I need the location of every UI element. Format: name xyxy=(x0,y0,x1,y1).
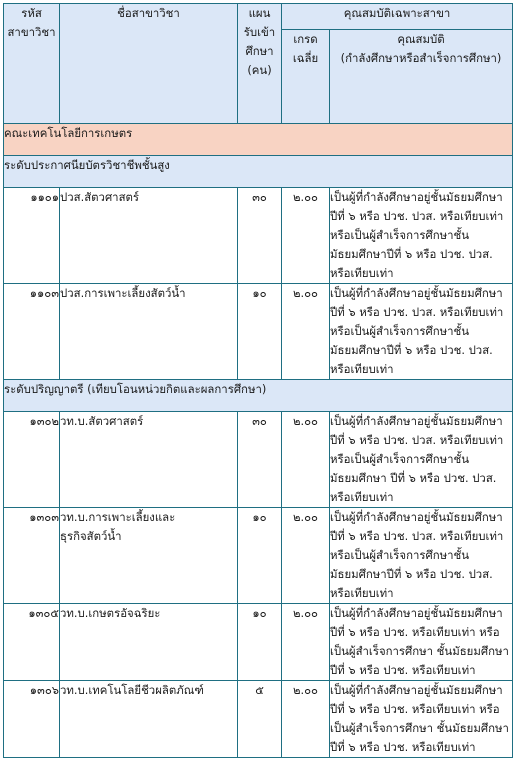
header-qualification xyxy=(330,30,513,124)
text-line: ปีที่ ๖ หรือ ปวช. หรือเทียบเท่า xyxy=(330,740,476,754)
text-line: เฉลี่ย xyxy=(292,51,319,65)
program-name xyxy=(60,188,238,284)
text-line: ปีที่ ๖ หรือ ปวช. หรือเทียบเท่า หรือ xyxy=(330,702,500,716)
text-line: ธุรกิจสัตว์น้ำ xyxy=(60,529,122,543)
text-line: ปีที่ ๖ หรือ ปวช. หรือเทียบเท่า หรือ xyxy=(330,625,500,639)
text-line: ปีที่ ๖ หรือ ปวช. หรือเทียบเท่า xyxy=(330,663,476,677)
program-name xyxy=(60,604,238,681)
text-line: หรือเป็นผู้สำเร็จการศึกษาชั้น xyxy=(330,452,470,466)
text-line: เกรด xyxy=(293,32,318,46)
text-line: ปีที่ ๖ หรือ ปวช. ปวส. หรือเทียบเท่า xyxy=(330,305,504,319)
text-line: มัธยมศึกษาปีที่ ๖ หรือ ปวช. ปวส. xyxy=(330,567,493,581)
gpa-requirement: ๒.๐๐ xyxy=(282,188,330,284)
text-line: มัธยมศึกษาปีที่ ๖ หรือ ปวช. ปวส. xyxy=(330,247,493,261)
admission-plan: ๓๐ xyxy=(238,188,282,284)
qualification-text xyxy=(330,681,513,758)
text-line: เป็นผู้ที่กำลังศึกษาอยู่ชั้นมัธยมศึกษา xyxy=(330,414,503,428)
gpa-requirement: ๒.๐๐ xyxy=(282,681,330,758)
qualification-text xyxy=(330,412,513,508)
text-line: ชื่อสาขาวิชา xyxy=(117,6,180,20)
qualification-text xyxy=(330,604,513,681)
text-line: (คน) xyxy=(247,63,272,77)
text-line: ปีที่ ๖ หรือ ปวช. ปวส. หรือเทียบเท่า xyxy=(330,433,504,447)
text-line: (กำลังศึกษาหรือสำเร็จการศึกษา) xyxy=(340,51,502,65)
text-line: เป็นผู้ที่กำลังศึกษาอยู่ชั้นมัธยมศึกษา xyxy=(330,510,503,524)
level-heading-bachelor: ระดับปริญญาตรี (เทียบโอนหน่วยกิตและผลการศึกษา) xyxy=(4,380,513,412)
program-code: ๑๑๐๑ xyxy=(4,188,60,284)
text-line: เป็นผู้ที่กำลังศึกษาอยู่ชั้นมัธยมศึกษา xyxy=(330,190,503,204)
header-program-name xyxy=(60,4,238,124)
table-row xyxy=(4,412,513,508)
text-line: ปวส.การเพาะเลี้ยงสัตว์น้ำ xyxy=(60,286,186,300)
gpa-requirement: ๒.๐๐ xyxy=(282,284,330,380)
text-line: ศึกษา xyxy=(245,44,274,58)
qualification-text xyxy=(330,284,513,380)
program-code: ๑๓๐๖ xyxy=(4,681,60,758)
table-row xyxy=(4,604,513,681)
header-gpa xyxy=(282,30,330,124)
text-line: รหัส xyxy=(21,6,42,20)
text-line: เป็นผู้ที่กำลังศึกษาอยู่ชั้นมัธยมศึกษา xyxy=(330,286,503,300)
text-line: เป็นผู้ที่กำลังศึกษาอยู่ชั้นมัธยมศึกษา xyxy=(330,606,503,620)
text-line: เป็นผู้ที่กำลังศึกษาอยู่ชั้นมัธยมศึกษา xyxy=(330,683,503,697)
gpa-requirement: ๒.๐๐ xyxy=(282,604,330,681)
text-line: วท.บ.การเพาะเลี้ยงและ xyxy=(60,510,176,524)
text-line: เป็นผู้สำเร็จการศึกษา ชั้นมัธยมศึกษา xyxy=(330,721,509,735)
text-line: ปีที่ ๖ หรือ ปวช. ปวส. หรือเทียบเท่า xyxy=(330,209,504,223)
text-line: หรือเทียบเท่า xyxy=(330,362,394,376)
text-line: หรือเทียบเท่า xyxy=(330,266,394,280)
admission-plan: ๕ xyxy=(238,681,282,758)
program-code: ๑๓๐๕ xyxy=(4,604,60,681)
program-name xyxy=(60,284,238,380)
table-row xyxy=(4,681,513,758)
header-code xyxy=(4,4,60,124)
text-line: แผน xyxy=(248,6,271,20)
text-line: หรือเทียบเท่า xyxy=(330,490,394,504)
text-line: เป็นผู้สำเร็จการศึกษา ชั้นมัธยมศึกษา xyxy=(330,644,509,658)
text-line: หรือเป็นผู้สำเร็จการศึกษาชั้น xyxy=(330,324,470,338)
program-code: ๑๓๐๒ xyxy=(4,412,60,508)
program-name xyxy=(60,681,238,758)
text-line: สาขาวิชา xyxy=(7,25,56,39)
admission-plan: ๑๐ xyxy=(238,604,282,681)
header-admission-plan xyxy=(238,4,282,124)
text-line: ปีที่ ๖ หรือ ปวช. ปวส. หรือเทียบเท่า xyxy=(330,529,504,543)
gpa-requirement: ๒.๐๐ xyxy=(282,508,330,604)
qualification-text xyxy=(330,508,513,604)
text-line: มัธยมศึกษาปีที่ ๖ หรือ ปวช. ปวส. xyxy=(330,343,493,357)
text-line: วท.บ.สัตวศาสตร์ xyxy=(60,414,144,428)
gpa-requirement: ๒.๐๐ xyxy=(282,412,330,508)
qualification-text xyxy=(330,188,513,284)
text-line: หรือเป็นผู้สำเร็จการศึกษาชั้น xyxy=(330,548,470,562)
table-row xyxy=(4,508,513,604)
admission-plan: ๑๐ xyxy=(238,284,282,380)
admission-qualifications-table xyxy=(3,3,513,758)
program-code: ๑๑๐๓ xyxy=(4,284,60,380)
program-name xyxy=(60,508,238,604)
text-line: หรือเป็นผู้สำเร็จการศึกษาชั้น xyxy=(330,228,470,242)
text-line: วท.บ.เกษตรอัจฉริยะ xyxy=(60,606,161,620)
admission-plan: ๓๐ xyxy=(238,412,282,508)
text-line: มัธยมศึกษา ปีที่ ๖ หรือ ปวช. ปวส. xyxy=(330,471,497,485)
text-line: วท.บ.เทคโนโลยีชีวผลิตภัณฑ์ xyxy=(60,683,204,697)
level-heading-diploma: ระดับประกาศนียบัตรวิชาชีพชั้นสูง xyxy=(4,156,513,188)
program-code: ๑๓๐๓ xyxy=(4,508,60,604)
table-row xyxy=(4,284,513,380)
header-specific-qualifications: คุณสมบัติเฉพาะสาขา xyxy=(282,4,513,30)
text-line: คุณสมบัติ xyxy=(397,32,445,46)
program-name xyxy=(60,412,238,508)
text-line: ปวส.สัตวศาสตร์ xyxy=(60,190,140,204)
text-line: หรือเทียบเท่า xyxy=(330,586,394,600)
table-row xyxy=(4,188,513,284)
faculty-heading: คณะเทคโนโลยีการเกษตร xyxy=(4,124,513,156)
text-line: รับเข้า xyxy=(243,25,276,39)
admission-plan: ๑๐ xyxy=(238,508,282,604)
